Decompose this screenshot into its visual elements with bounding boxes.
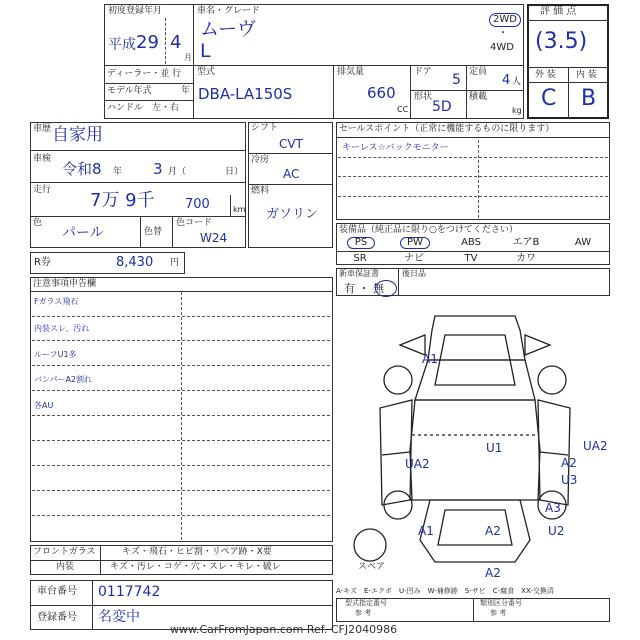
damage-legend: A-キズ E-エクボ U-凹み W-補修跡 S-サビ C-腐食 XX-交換済 xyxy=(336,587,554,595)
divider xyxy=(32,316,330,317)
interior-grade: B xyxy=(581,86,597,111)
note-item: 内装スレ、汚れ xyxy=(34,324,90,333)
watermark: www.CarFromJapan.com Ref. CFJ2040986 xyxy=(170,623,398,636)
divider xyxy=(410,90,524,91)
mileage-label: 走行 xyxy=(33,185,52,195)
recycle-value: 8,430 xyxy=(116,255,154,270)
class-sub: 参 考 xyxy=(490,609,507,617)
type-label: 型式 xyxy=(197,67,216,77)
later-item-label: 後日品 xyxy=(402,269,426,278)
cert-label: 型式指定番号 xyxy=(345,599,387,607)
grade: L xyxy=(200,40,211,62)
recycle-block xyxy=(30,252,185,274)
rating-label: 評 価 点 xyxy=(540,6,577,17)
inspection-label: 車検 xyxy=(33,154,52,164)
color-change-label: 色替 xyxy=(144,227,163,237)
mileage-extra: 700 xyxy=(185,197,210,212)
exterior-grade: C xyxy=(541,86,557,111)
capacity: 4 xyxy=(502,73,511,88)
handle-label: ハンドル 左・右 xyxy=(107,103,180,113)
divider xyxy=(338,196,608,197)
divider xyxy=(336,251,610,252)
recycle-label: R券 xyxy=(34,257,51,268)
shape-label: 形状 xyxy=(414,92,433,102)
interior-check-label: 内装 xyxy=(56,562,75,572)
divider xyxy=(398,268,399,296)
divider xyxy=(30,182,246,183)
divider xyxy=(104,100,193,101)
notes-title: 注意事項申告欄 xyxy=(33,279,97,289)
divider xyxy=(181,292,182,540)
usage: 自家用 xyxy=(52,125,103,145)
divider xyxy=(30,150,246,151)
spare-label: スペア xyxy=(358,562,386,572)
note-item: 各AU xyxy=(34,401,54,410)
header-block xyxy=(104,4,524,119)
ac-label: 冷房 xyxy=(251,155,270,165)
divider xyxy=(32,465,330,466)
damage-mark: A2 xyxy=(485,524,501,538)
shift: CVT xyxy=(279,137,303,151)
equip-ps: PS xyxy=(347,237,375,249)
divider xyxy=(466,65,467,119)
chassis-label: 車台番号 xyxy=(37,586,77,597)
mileage-unit: km xyxy=(233,205,246,214)
mileage: 7万 9千 xyxy=(90,190,155,211)
divider xyxy=(32,365,330,366)
divider xyxy=(336,137,610,138)
selling-points-title: セールスポイント（正常に機能するものに限ります） xyxy=(339,124,555,134)
load-unit: kg xyxy=(512,106,522,115)
damage-mark: A3 xyxy=(545,501,561,515)
divider xyxy=(32,515,330,516)
divider xyxy=(32,340,330,341)
interior-label: 内 装 xyxy=(576,70,597,80)
doors: 5 xyxy=(452,72,461,88)
cc-unit: CC xyxy=(397,105,409,114)
divider xyxy=(527,20,609,21)
damage-mark: UA2 xyxy=(583,439,608,453)
displacement: 660 xyxy=(367,84,396,102)
drive-4wd: 4WD xyxy=(490,42,514,53)
damage-mark: A1 xyxy=(418,524,434,538)
divider xyxy=(104,65,524,66)
reg-number-value: 名変中 xyxy=(98,609,140,625)
divider xyxy=(30,560,333,561)
divider xyxy=(338,157,608,158)
inspection-year-unit: 年 xyxy=(113,167,123,177)
damage-mark: UA2 xyxy=(405,457,430,471)
equip-aw: AW xyxy=(574,237,592,248)
reg-month-unit: 月 xyxy=(184,53,192,62)
equip-abs: ABS xyxy=(461,237,481,248)
divider xyxy=(140,216,141,248)
front-glass-value: キズ・飛石・ヒビ割・リペア跡・X要 xyxy=(122,547,272,557)
divider xyxy=(30,216,246,217)
rating-score: (3.5) xyxy=(535,29,588,54)
front-glass-label: フロントガラス xyxy=(33,547,96,557)
equip-pw: PW xyxy=(400,237,430,249)
capacity-unit: 人 xyxy=(512,77,522,87)
ac: AC xyxy=(283,167,300,181)
divider xyxy=(410,65,411,119)
damage-mark: U3 xyxy=(561,473,578,487)
note-item: ルーフU1多 xyxy=(34,350,77,359)
drive-dot: ・ xyxy=(498,28,508,39)
divider xyxy=(30,605,333,606)
divider xyxy=(333,65,334,119)
color-code-label: 色コード xyxy=(176,218,213,228)
damage-mark: A2 xyxy=(561,456,577,470)
divider xyxy=(478,140,479,218)
class-label: 類別区分番号 xyxy=(480,599,522,607)
shape: 5D xyxy=(432,99,452,115)
capacity-label: 定員 xyxy=(469,67,488,77)
displacement-label: 排気量 xyxy=(337,67,365,77)
note-item: Fガラス飛石 xyxy=(34,297,79,306)
exterior-label: 外 装 xyxy=(535,70,556,80)
warranty-circle xyxy=(375,280,397,297)
damage-mark: U2 xyxy=(548,524,565,538)
equip-leather: カワ xyxy=(516,253,536,264)
model-year-label: モデル年式 xyxy=(107,86,152,96)
cert-sub: 参 考 xyxy=(355,609,372,617)
color: パール xyxy=(62,225,104,241)
selling-point-1: キーレス☆バックモニター xyxy=(342,143,449,153)
fuel: ガソリン xyxy=(266,207,319,222)
divider xyxy=(172,216,173,248)
note-item: バンパーA2割れ xyxy=(34,375,93,384)
usage-label: 車歴 xyxy=(33,124,52,134)
divider xyxy=(32,390,330,391)
first-reg-label: 初度登録年月 xyxy=(108,6,163,16)
divider xyxy=(568,67,569,119)
color-code: W24 xyxy=(200,231,228,245)
car-name-label: 車名・グレード xyxy=(197,6,261,16)
divider xyxy=(338,176,608,177)
inspection-era: 令和8 xyxy=(62,160,102,178)
divider xyxy=(100,545,101,575)
reg-number-label: 登録番号 xyxy=(37,612,77,623)
chassis-value: 0117742 xyxy=(98,584,161,600)
divider xyxy=(230,195,231,216)
door-label: ドア xyxy=(414,67,432,77)
color-label: 色 xyxy=(33,218,43,228)
model-code: DBA-LA150S xyxy=(198,85,293,103)
damage-mark: A1 xyxy=(422,352,438,366)
inspection-day-unit: 日） xyxy=(225,167,244,177)
interior-check-value: キズ・汚レ・コゲ・穴・スレ・キレ・破レ xyxy=(110,562,281,572)
divider xyxy=(193,4,194,119)
recycle-unit: 円 xyxy=(170,258,180,268)
damage-mark: U1 xyxy=(486,441,503,455)
divider xyxy=(248,153,333,154)
equip-sr: SR xyxy=(353,253,367,264)
inspection-month-unit: 月（ xyxy=(168,167,187,177)
dealer-label: ディーラー・並 行 xyxy=(107,69,182,79)
divider xyxy=(92,580,93,630)
car-name: ムーヴ xyxy=(200,18,257,40)
inspection-month: 3 xyxy=(153,160,163,178)
equip-navi: ナビ xyxy=(404,253,424,264)
divider xyxy=(104,83,193,84)
car-diagram xyxy=(340,300,610,582)
warranty-label: 新車保証書 xyxy=(339,269,379,278)
fuel-label: 燃料 xyxy=(251,186,270,196)
warranty-value: 有 ・ 無 xyxy=(344,282,384,295)
damage-mark: A2 xyxy=(485,566,501,580)
reg-era: 平成 xyxy=(108,37,136,53)
shift-label: シフト xyxy=(251,123,279,133)
divider xyxy=(32,440,330,441)
drive-2wd: 2WD xyxy=(489,13,521,27)
equipment-title: 装備品（純正品に限り○をつけてください） xyxy=(339,225,518,235)
equip-airbag: エアB xyxy=(512,237,540,248)
reg-month: 4 xyxy=(170,32,182,53)
divider xyxy=(32,415,330,416)
equip-tv: TV xyxy=(464,253,478,264)
load-label: 積載 xyxy=(469,92,488,102)
model-year-unit: 年 xyxy=(181,86,191,96)
divider xyxy=(165,18,166,64)
divider xyxy=(32,490,330,491)
divider xyxy=(473,598,474,622)
divider xyxy=(248,184,333,185)
reg-year: 29 xyxy=(136,32,159,53)
